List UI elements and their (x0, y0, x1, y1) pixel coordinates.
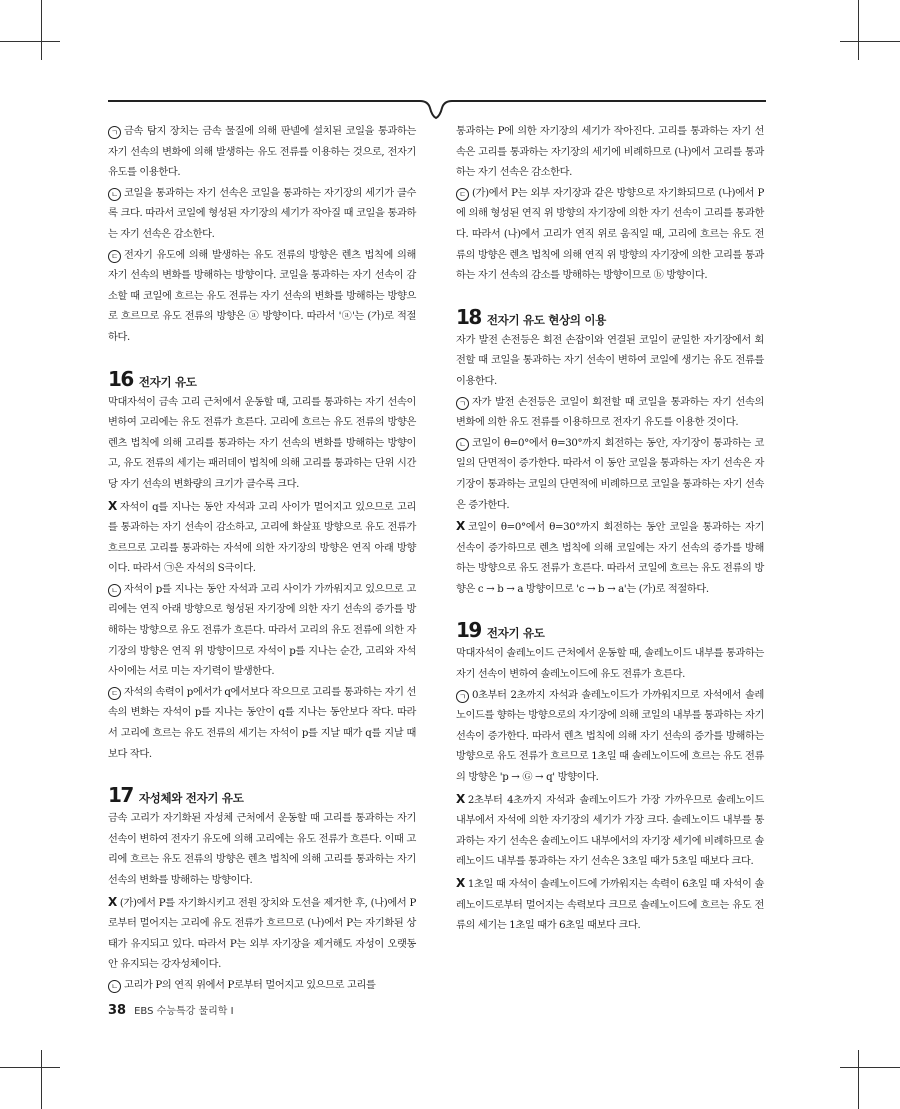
answer-item: ㄷ 전자기 유도에 의해 발생하는 유도 전류의 방향은 렌츠 법칙에 의해 자기 선속의 변화를 방해하는 방향이다. 코일을 통과하는 자기 선속이 감소할 때 코일에 흐르는 유도 전류는 자기 선속의 변화를 방해하는 방향으로 흐르므로 유도 전류의 방향은 ⓐ 방향이다. 따라서 'ⓐ'는 (가)로 적절하다. (108, 249, 416, 343)
right-column (456, 122, 764, 937)
marker-circle: ㄴ (456, 438, 469, 451)
wrong-mark-icon: X (456, 791, 465, 806)
section-heading (456, 306, 764, 328)
answer-item: X 2초부터 4초까지 자석과 솔레노이드가 가장 가까우므로 솔레노이드 내부에서 자석에 의한 자기장의 세기가 가장 크다. 솔레노이드 내부를 통과하는 자기 선속은 솔레노이드 내부에서의 자기장 세기에 비례하므로 솔레노이드 내부를 통과하는 자기 선속은 3초일 때가 5초일 때보다 크다. (456, 791, 764, 868)
answer-item: X 자석이 q를 지나는 동안 자석과 고리 사이가 멀어지고 있으므로 고리를 통과하는 자기 선속이 감소하고, 고리에 화살표 방향으로 유도 전류가 흐르므로 고리를 통과하는 자석에 의한 자기장의 방향은 연직 아래 방향이다. 따라서 ㉠은 자석의 S극이다. (108, 498, 416, 575)
wrong-mark-icon: X (456, 876, 465, 890)
answer-item: ㄴ 자석이 p를 지나는 동안 자석과 고리 사이가 가까워지고 있으므로 고리에는 연직 아래 방향으로 형성된 자기장에 의한 자기 선속의 증가를 방해하는 방향으로 유도 전류가 흐른다. 따라서 고리의 유도 전류에 의한 자기장의 방향은 연직 위 방향이므로 자석이 p를 지나는 순간, 고리와 자석 사이에는 서로 미는 자기력이 발생한다. (108, 583, 416, 678)
section-body: 막대자석이 금속 고리 근처에서 운동할 때, 고리를 통과하는 자기 선속이 변하여 고리에는 유도 전류가 흐른다. 고리에 흐르는 유도 전류의 방향은 렌츠 법칙에 의해 고리를 통과하는 자기 선속의 변화를 방해하는 방향이고, 유도 전류의 세기는 패러데이 법칙에 의해 고리를 통과하는 단위 시간당 자기 선속의 변화량의 크기가 클수록 크다. (108, 396, 416, 490)
answer-item: ㄱ 자가 발전 손전등은 코일이 회전할 때 코일을 통과하는 자기 선속의 변화에 의한 유도 전류를 이용하므로 전자기 유도를 이용한 것이다. (456, 396, 764, 429)
wrong-mark-icon: X (108, 498, 117, 513)
marker-circle: ㄱ (108, 126, 121, 139)
crop-mark-icon (840, 1067, 900, 1068)
crop-mark-icon (858, 1050, 859, 1109)
section-heading (456, 619, 764, 641)
marker-circle: ㄴ (108, 980, 121, 993)
answer-item: ㄴ 고리가 P의 연직 위에서 P로부터 멀어지고 있으므로 고리를 (108, 976, 416, 997)
marker-circle: ㄱ (456, 397, 469, 410)
continuation-text: 통과하는 P에 의한 자기장의 세기가 작아진다. 고리를 통과하는 자기 선속은 고리를 통과하는 자기장의 세기에 비례하므로 (나)에서 고리를 통과하는 자기 선속은 감소한다. (456, 126, 764, 179)
section-heading (108, 784, 416, 806)
answer-item: ㄱ 0초부터 2초까지 자석과 솔레노이드가 가까워지므로 자석에서 솔레노이드를 향하는 방향으로의 자기장에 의해 코일의 내부를 통과하는 자기 선속이 증가한다. 따라서 렌츠 법칙에 의해 자기 선속의 증가를 방해하는 방향으로 유도 전류가 흐르므로 1초일 때 솔레노이드에 흐르는 유도 전류의 방향은 'p → Ⓖ → q' 방향이다. (456, 689, 764, 784)
section-body: 막대자석이 솔레노이드 근처에서 운동할 때, 솔레노이드 내부를 통과하는 자기 선속이 변하여 솔레노이드에 유도 전류가 흐른다. (456, 648, 764, 681)
page-number: 38 (108, 1003, 127, 1018)
marker-circle: ㄷ (456, 188, 469, 201)
answer-item: X (가)에서 P를 자기화시키고 전원 장치와 도선을 제거한 후, (나)에서 P로부터 멀어지는 고리에 유도 전류가 흐르므로 (나)에서 P는 자기화된 상태가 유지되고 있다. 따라서 P는 외부 자기장을 제거해도 자성이 오랫동안 유지되는 강자성체이다. (108, 894, 416, 971)
section-number: 18 (456, 304, 481, 329)
marker-circle: ㄷ (108, 250, 121, 263)
marker-circle: ㄴ (108, 584, 121, 597)
answer-item: ㄱ 금속 탐지 장치는 금속 물질에 의해 판넬에 설치된 코일을 통과하는 자기 선속의 변화에 의해 발생하는 유도 전류를 이용하는 것으로, 전자기 유도를 이용한다. (108, 126, 416, 179)
wrong-mark-icon: X (108, 894, 117, 909)
section-heading (108, 368, 416, 390)
answer-item: ㄴ 코일이 θ=0°에서 θ=30°까지 회전하는 동안, 자기장이 통과하는 코일의 단면적이 증가한다. 따라서 이 동안 코일을 통과하는 자기 선속은 자기장이 통과하는 코일의 단면적에 비례하므로 코일을 통과하는 자기 선속은 증가한다. (456, 437, 764, 511)
answer-item: ㄷ (가)에서 P는 외부 자기장과 같은 방향으로 자기화되므로 (나)에서 P에 의해 형성된 연직 위 방향의 자기장에 의한 자기 선속이 고리를 통과한다. 따라서 (나)에서 고리가 연직 위로 움직일 때, 고리에 흐르는 유도 전류의 방향은 렌츠 법칙에 의해 연직 위 방향의 자기장에 의한 고리를 통과하는 자기 선속의 감소를 방해하는 방향이므로 ⓑ 방향이다. (456, 187, 764, 282)
marker-circle: ㄱ (456, 690, 469, 703)
answer-item: ㄴ 코일을 통과하는 자기 선속은 코일을 통과하는 자기장의 세기가 클수록 크다. 따라서 코일에 형성된 자기장의 세기가 작아질 때 코일을 통과하는 자기 선속은 감소한다. (108, 187, 416, 240)
marker-circle: ㄴ (108, 188, 121, 201)
answer-item: X 1초일 때 자석이 솔레노이드에 가까워지는 속력이 6초일 때 자석이 솔레노이드로부터 멀어지는 속력보다 크므로 솔레노이드에 흐르는 유도 전류의 세기는 1초일 때가 6초일 때보다 크다. (456, 876, 764, 932)
left-column (108, 122, 416, 997)
section-number: 19 (456, 618, 481, 643)
wrong-mark-icon: X (456, 519, 465, 534)
book-title: EBS 수능특강 물리학 Ⅰ (134, 1006, 234, 1017)
section-title: 전자기 유도 현상의 이용 (486, 312, 607, 327)
section-title: 전자기 유도 (486, 626, 545, 641)
crop-mark-icon (0, 1067, 60, 1068)
section-body: 금속 고리가 자기화된 자성체 근처에서 운동할 때 고리를 통과하는 자기 선속이 변하여 전자기 유도에 의해 고리에는 유도 전류가 흐른다. 이때 고리에 흐르는 유도 전류의 방향은 렌츠 법칙에 의해 고리를 통과하는 자기 선속의 변화를 방해하는 방향이다. (108, 813, 416, 886)
marker-circle: ㄷ (108, 687, 121, 700)
section-number: 17 (108, 783, 133, 808)
section-body: 자가 발전 손전등은 회전 손잡이와 연결된 코일이 균일한 자기장에서 회전할 때 코일을 통과하는 자기 선속이 변하여 코일에 생기는 유도 전류를 이용한다. (456, 334, 764, 387)
answer-item: ㄷ 자석의 속력이 p에서가 q에서보다 작으므로 고리를 통과하는 자기 선속의 변화는 자석이 p를 지나는 동안이 q를 지나는 동안보다 작다. 따라서 고리에 흐르는 유도 전류의 세기는 자석이 p를 지날 때가 q를 지날 때보다 작다. (108, 686, 416, 760)
page-footer (108, 1002, 234, 1018)
header-notch-rule (0, 0, 900, 130)
section-number: 16 (108, 366, 133, 391)
crop-mark-icon (41, 1050, 42, 1109)
section-title: 자성체와 전자기 유도 (138, 791, 244, 806)
section-title: 전자기 유도 (138, 374, 197, 389)
answer-item: X 코일이 θ=0°에서 θ=30°까지 회전하는 동안 코일을 통과하는 자기 선속이 증가하므로 렌츠 법칙에 의해 코일에는 자기 선속의 증가를 방해하는 방향으로 유도 전류가 흐른다. 따라서 코일에 흐르는 유도 전류의 방향은 c → b → a 방향이므로 'c → b → a'는 (가)로 적절하다. (456, 519, 764, 595)
